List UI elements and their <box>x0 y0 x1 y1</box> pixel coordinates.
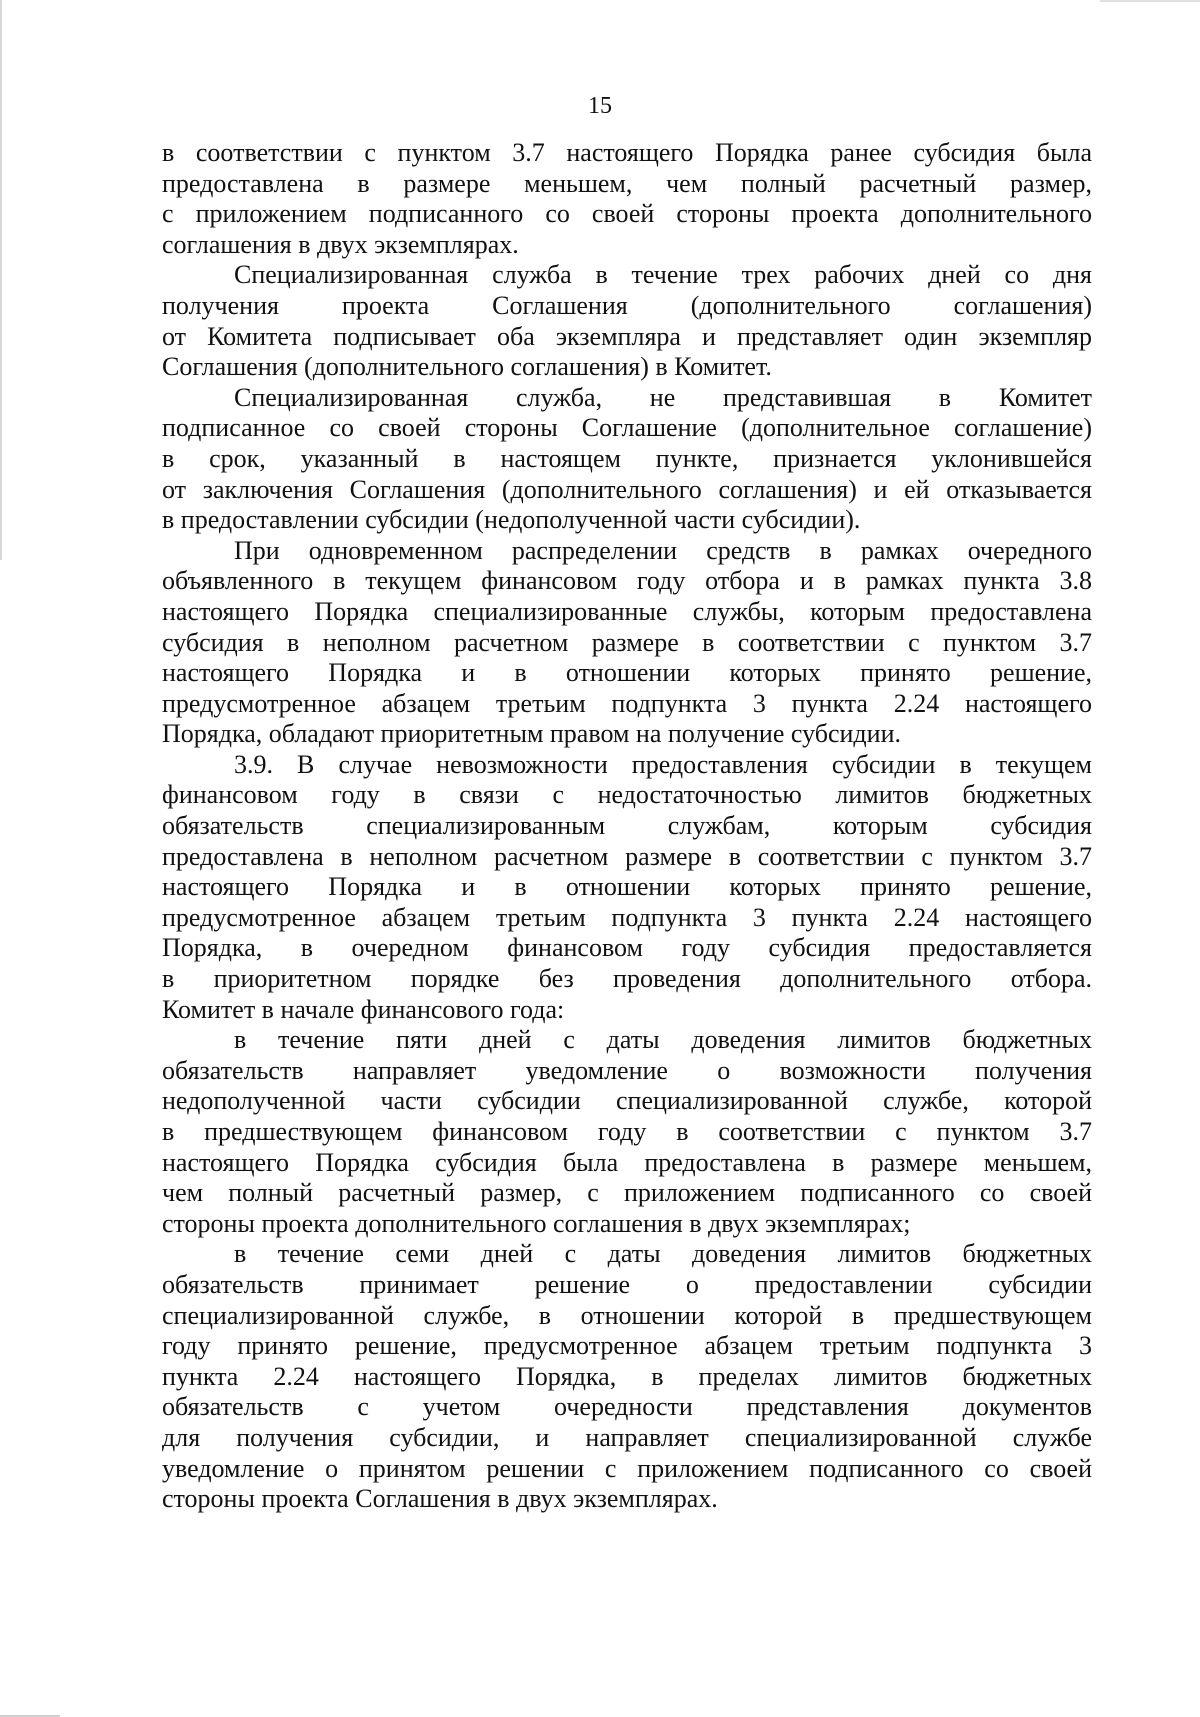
text-line: от Комитета подписывает оба экземпляра и представляет один экземпляр <box>162 321 1092 351</box>
text-line: получения проекта Соглашения (дополнительного соглашения) <box>162 290 1092 320</box>
text-line: уведомление о принятом решении с приложением подписанного со своей <box>162 1453 1092 1483</box>
text-line: При одновременном распределении средств в рамках очередного <box>234 535 1092 565</box>
text-line: 3.9. В случае невозможности предоставления субсидии в текущем <box>234 749 1092 779</box>
text-line: настоящего Порядка и в отношении которых принято решение, <box>162 872 1092 902</box>
text-line: обязательств с учетом очередности представления документов <box>162 1392 1092 1422</box>
text-line: предоставлена в размере меньшем, чем полный расчетный размер, <box>162 168 1092 198</box>
paragraph-p1 <box>162 138 1092 260</box>
text-line: финансовом году в связи с недостаточностью лимитов бюджетных <box>162 780 1092 810</box>
text-line: от заключения Соглашения (дополнительного соглашения) и ей отказывается <box>162 474 1092 504</box>
text-line: обязательств принимает решение о предоставлении субсидии <box>162 1269 1092 1299</box>
text-line: в соответствии с пунктом 3.7 настоящего Порядка ранее субсидия была <box>162 138 1092 167</box>
text-line: предусмотренное абзацем третьим подпункта 3 пункта 2.24 настоящего <box>162 688 1092 718</box>
text-line: году принято решение, предусмотренное абзацем третьим подпункта 3 <box>162 1331 1092 1361</box>
text-line: предусмотренное абзацем третьим подпункта 3 пункта 2.24 настоящего <box>162 902 1092 932</box>
text-line: с приложением подписанного со своей стороны проекта дополнительного <box>162 199 1092 229</box>
document-body <box>162 138 1092 1515</box>
text-line: стороны проекта дополнительного соглашения в двух экземплярах; <box>162 1208 911 1238</box>
text-line: в приоритетном порядке без проведения дополнительного отбора. <box>162 964 1092 994</box>
text-line: объявленного в текущем финансовом году отбора и в рамках пункта 3.8 <box>162 566 1092 596</box>
text-line: подписанное со своей стороны Соглашение (дополнительное соглашение) <box>162 413 1092 443</box>
text-line: настоящего Порядка специализированные службы, которым предоставлена <box>162 596 1092 626</box>
paragraph-p2 <box>162 260 1092 382</box>
text-line: специализированной службе, в отношении которой в предшествующем <box>162 1300 1092 1330</box>
text-line: предоставлена в неполном расчетном размере в соответствии с пунктом 3.7 <box>162 841 1092 871</box>
text-line: Комитет в начале финансового года: <box>162 994 565 1024</box>
text-line: в предшествующем финансовом году в соответствии с пунктом 3.7 <box>162 1117 1092 1146</box>
paragraph-p4 <box>162 536 1092 750</box>
text-line: пункта 2.24 настоящего Порядка, в пределах лимитов бюджетных <box>162 1361 1092 1391</box>
text-line: Соглашения (дополнительного соглашения) в Комитет. <box>162 352 772 382</box>
text-line: настоящего Порядка субсидия была предоставлена в размере меньшем, <box>162 1147 1092 1177</box>
paragraph-p6 <box>162 1025 1092 1239</box>
scan-edge-top-right <box>1100 0 1200 2</box>
text-line: субсидия в неполном расчетном размере в соответствии с пунктом 3.7 <box>162 627 1092 657</box>
text-line: Специализированная служба, не представившая в Комитет <box>234 382 1092 412</box>
text-line: чем полный расчетный размер, с приложением подписанного со своей <box>162 1178 1092 1208</box>
page-number: 15 <box>588 93 612 119</box>
text-line: стороны проекта Соглашения в двух экземплярах. <box>162 1484 718 1514</box>
text-line: обязательств направляет уведомление о возможности получения <box>162 1055 1092 1085</box>
text-line: Порядка, обладают приоритетным правом на получение субсидии. <box>162 719 901 749</box>
scan-edge-left <box>0 0 2 560</box>
text-line: Специализированная служба в течение трех рабочих дней со дня <box>234 260 1092 290</box>
text-line: для получения субсидии, и направляет специализированной службе <box>162 1422 1092 1452</box>
text-line: настоящего Порядка и в отношении которых принято решение, <box>162 658 1092 688</box>
text-line: в течение пяти дней с даты доведения лимитов бюджетных <box>234 1025 1092 1055</box>
text-line: обязательств специализированным службам, которым субсидия <box>162 811 1092 841</box>
text-line: в срок, указанный в настоящем пункте, признается уклонившейся <box>162 443 1092 473</box>
paragraph-p3 <box>162 383 1092 536</box>
text-line: в течение семи дней с даты доведения лимитов бюджетных <box>234 1239 1092 1269</box>
text-line: недополученной части субсидии специализированной службе, которой <box>162 1086 1092 1116</box>
text-line: соглашения в двух экземплярах. <box>162 229 519 259</box>
paragraph-p7 <box>162 1239 1092 1514</box>
text-line: Порядка, в очередном финансовом году субсидия предоставляется <box>162 933 1092 963</box>
paragraph-p5 <box>162 750 1092 1025</box>
text-line: в предоставлении субсидии (недополученной части субсидии). <box>162 505 861 535</box>
